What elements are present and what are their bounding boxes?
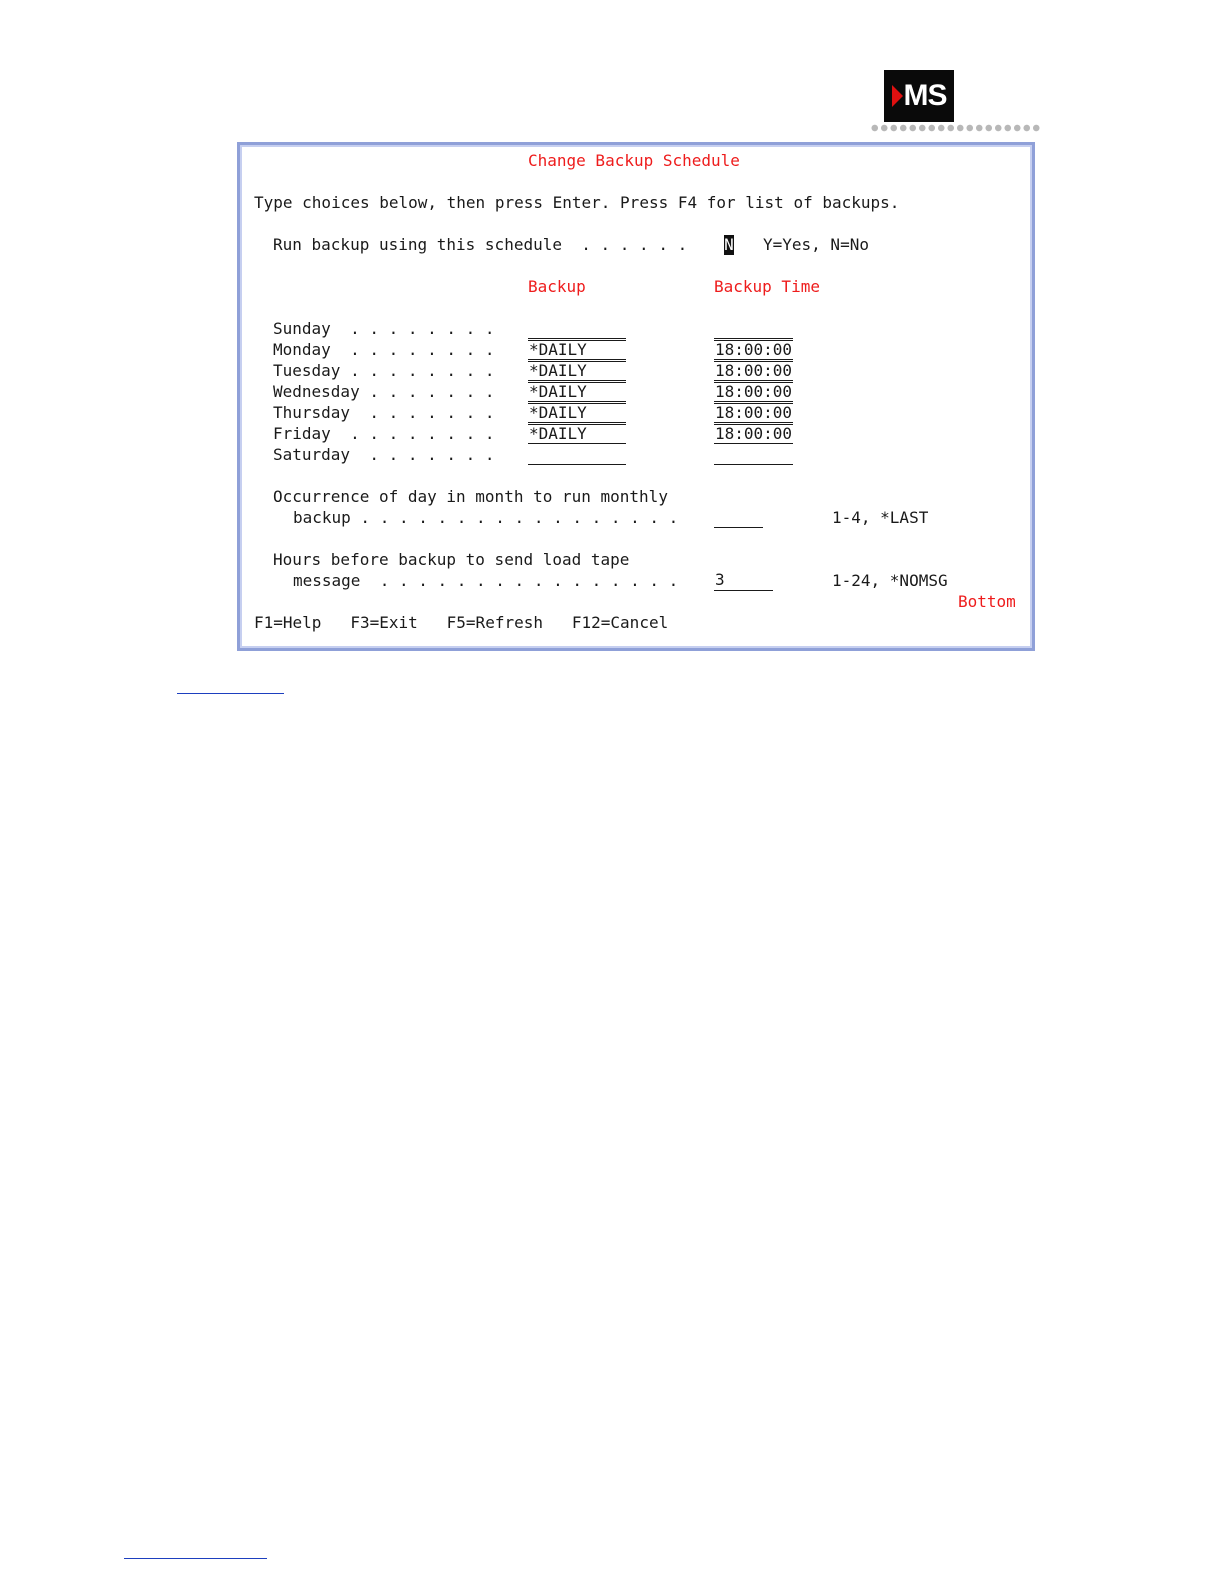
time-field-monday[interactable]: 18:00:00 (715, 340, 793, 359)
backup-field-saturday[interactable] (528, 445, 626, 465)
footnote-rule (124, 1558, 267, 1559)
backup-field-wednesday[interactable]: *DAILY (528, 382, 626, 402)
time-field-wednesday[interactable]: 18:00:00 (715, 382, 793, 401)
backup-field-tuesday[interactable]: *DAILY (528, 361, 626, 381)
occurrence-label-cont: backup . . . . . . . . . . . . . . . . . (293, 508, 679, 527)
dms-logo (870, 70, 1042, 140)
instructions: Type choices below, then press Enter. Press F4 for list of backups. (254, 193, 900, 212)
time-field-friday[interactable]: 18:00:00 (715, 424, 793, 443)
day-label-saturday: Saturday . . . . . . . (273, 445, 495, 464)
day-label-sunday: Sunday . . . . . . . . (273, 319, 495, 338)
day-label-monday: Monday . . . . . . . . (273, 340, 495, 359)
function-keys[interactable]: F1=Help F3=Exit F5=Refresh F12=Cancel (254, 613, 669, 632)
time-field-thursday[interactable]: 18:00:00 (715, 403, 793, 422)
time-field-sunday[interactable] (714, 319, 793, 339)
run-schedule-field[interactable]: N (724, 235, 734, 254)
hours-label: Hours before backup to send load tape (273, 550, 630, 569)
occurrence-field[interactable] (714, 508, 763, 528)
day-label-thursday: Thursday . . . . . . . (273, 403, 495, 422)
hours-label-cont: message . . . . . . . . . . . . . . . . (293, 571, 679, 590)
backup-field-thursday[interactable]: *DAILY (528, 403, 626, 423)
day-label-tuesday: Tuesday . . . . . . . . (273, 361, 495, 380)
backup-field-friday[interactable]: *DAILY (528, 424, 626, 444)
terminal-screen (237, 142, 1035, 651)
backup-column-header: Backup (528, 277, 586, 296)
bottom-indicator: Bottom (958, 592, 1016, 611)
run-schedule-hint: Y=Yes, N=No (763, 235, 869, 254)
logo-text: MS (903, 79, 947, 112)
logo-arrow-icon (892, 85, 903, 107)
day-label-friday: Friday . . . . . . . . (273, 424, 495, 443)
hours-hint: 1-24, *NOMSG (832, 571, 948, 590)
screen-title: Change Backup Schedule (528, 151, 740, 170)
link-underline (177, 693, 284, 694)
backup-time-column-header: Backup Time (714, 277, 820, 296)
logo-mark (884, 70, 954, 122)
occurrence-hint: 1-4, *LAST (832, 508, 929, 527)
run-schedule-prompt: Run backup using this schedule . . . . . . (273, 235, 688, 254)
occurrence-label: Occurrence of day in month to run monthly (273, 487, 668, 506)
backup-field-monday[interactable]: *DAILY (528, 340, 626, 360)
logo-tagline (884, 133, 954, 137)
day-label-wednesday: Wednesday . . . . . . . (273, 382, 495, 401)
time-field-tuesday[interactable]: 18:00:00 (715, 361, 793, 380)
time-field-saturday[interactable] (714, 445, 793, 465)
hours-field[interactable]: 3 (714, 571, 773, 591)
backup-field-sunday[interactable] (528, 319, 626, 339)
logo-dot-row (870, 124, 1042, 132)
